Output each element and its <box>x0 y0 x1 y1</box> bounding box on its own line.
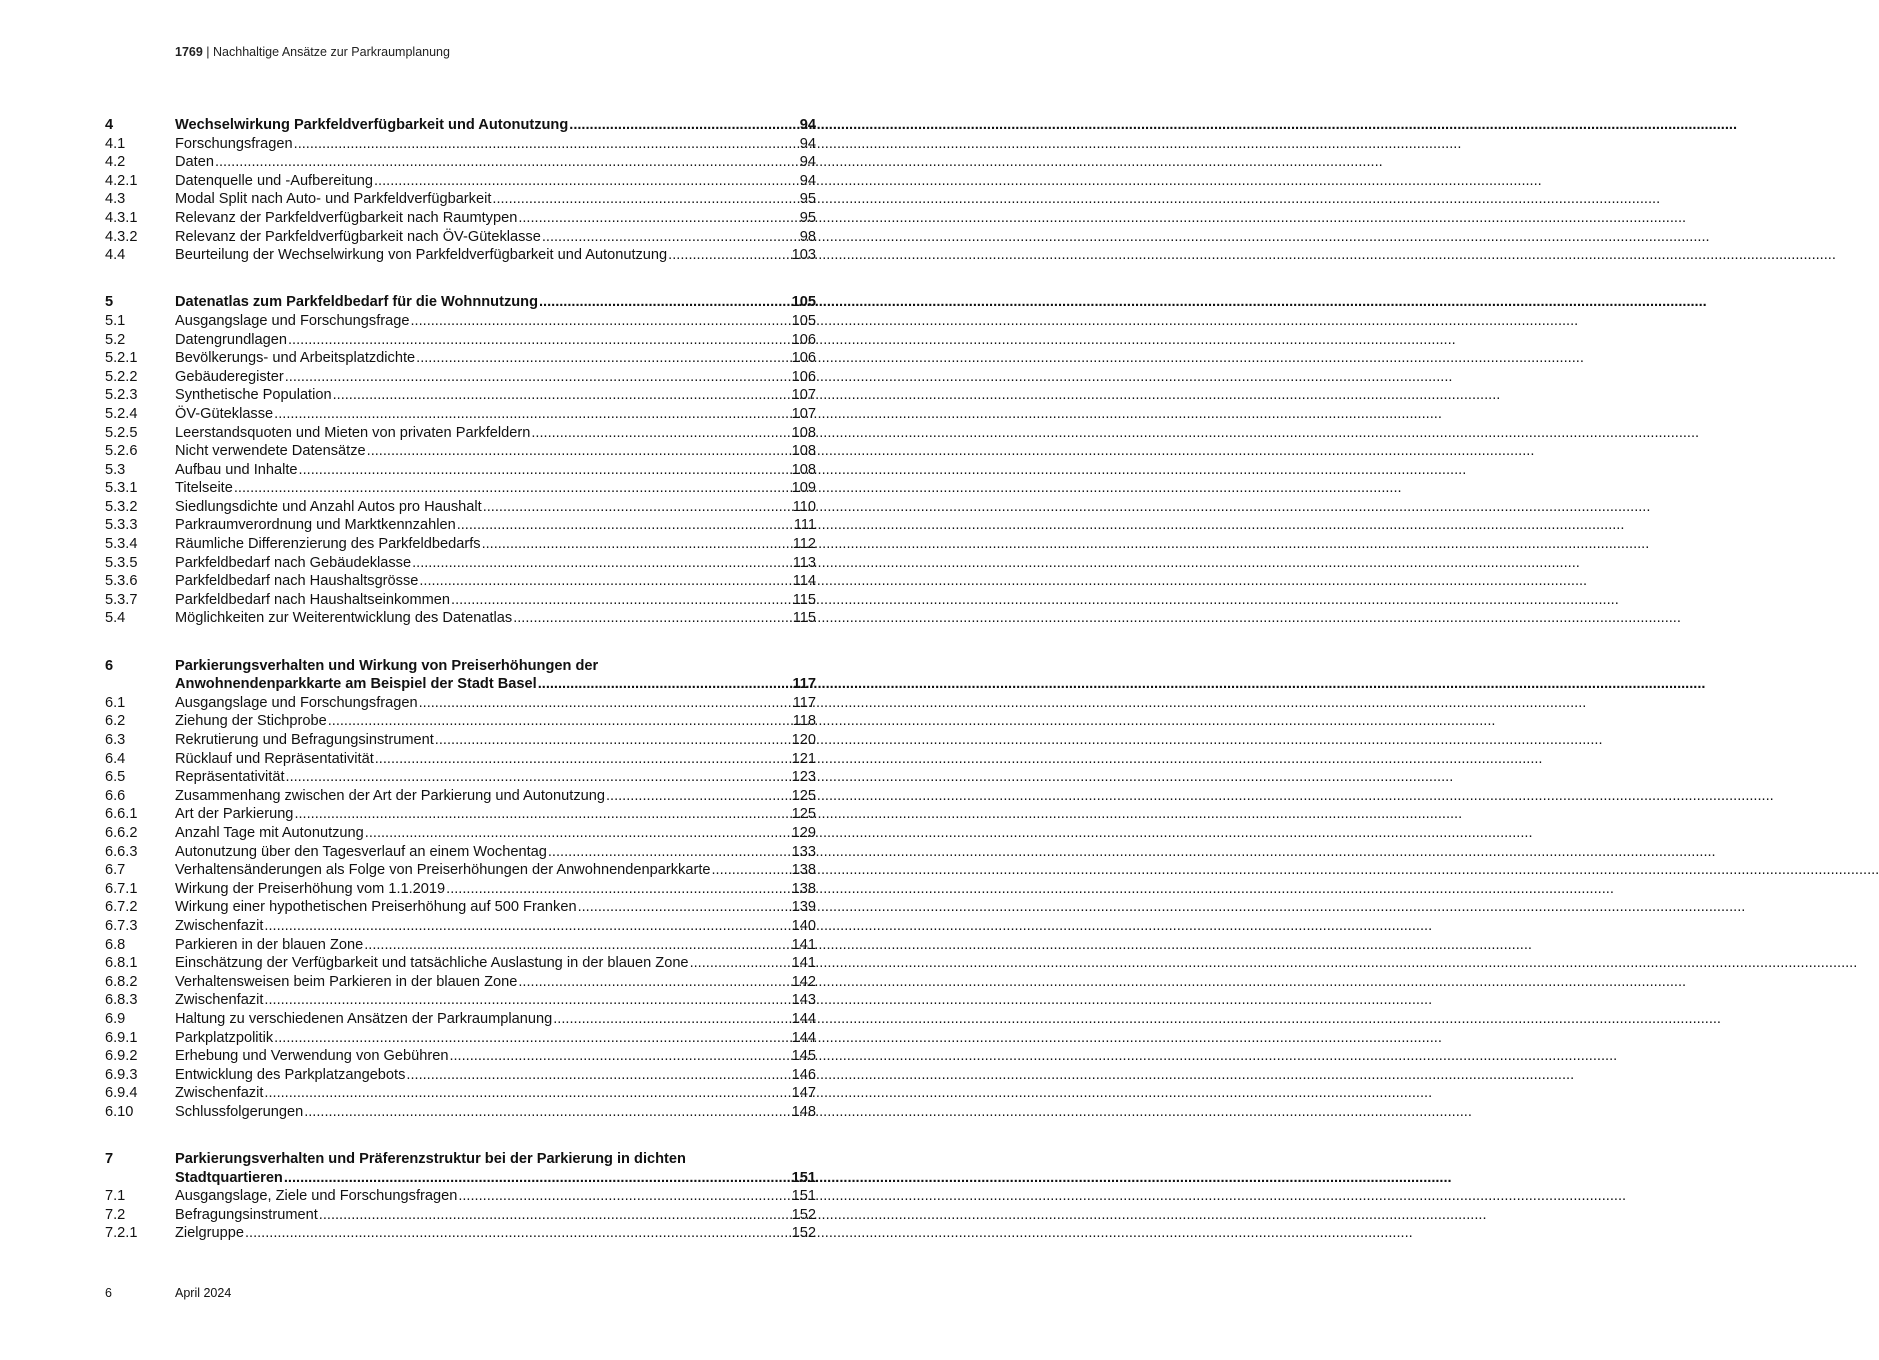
toc-entry-number: 5 <box>105 294 114 311</box>
toc-entry-title: Relevanz der Parkfeldverfügbarkeit nach ÖV-Güteklasse <box>175 228 541 245</box>
dot-leader <box>538 293 792 312</box>
toc-entry-title: Möglichkeiten zur Weiterentwicklung des Datenatlas <box>175 610 513 627</box>
toc-entry-title: Repräsentativität <box>175 769 285 786</box>
toc-entry-number: 5.2.1 <box>105 350 138 367</box>
toc-entry[interactable] <box>105 880 816 899</box>
toc-entry-page: 138 <box>791 880 816 897</box>
toc-entry-page: 107 <box>791 405 816 422</box>
dot-leader <box>263 991 791 1010</box>
toc-entry-number: 7.2.1 <box>105 1225 138 1242</box>
toc-entry-number: 6.6.2 <box>105 824 138 841</box>
dot-leader <box>298 461 792 480</box>
dot-leader <box>244 1224 792 1243</box>
dot-leader <box>577 898 792 917</box>
toc-entry-number: 5.2.4 <box>105 405 138 422</box>
toc-entry[interactable] <box>105 609 816 628</box>
toc-entry-number: 6.1 <box>105 694 126 711</box>
toc-entry-number: 6.3 <box>105 732 126 748</box>
toc-entry-page: 120 <box>791 732 816 748</box>
toc-entry[interactable] <box>105 461 816 480</box>
dot-leader <box>418 572 792 591</box>
toc-entry[interactable] <box>105 917 816 936</box>
toc-entry-title: Art der Parkierung <box>175 806 294 823</box>
toc-entry[interactable] <box>105 172 816 191</box>
toc-entry-page: 117 <box>792 676 816 693</box>
toc-entry-title: Autonutzung über den Tagesverlauf an einem Wochentag <box>175 843 547 860</box>
toc-entry-title: Zwischenfazit <box>175 992 264 1009</box>
toc-entry-number: 6.9.1 <box>105 1029 138 1046</box>
dot-leader <box>293 135 800 154</box>
toc-entry[interactable] <box>105 787 816 806</box>
toc-entry-page: 105 <box>791 294 816 311</box>
footer-date: April 2024 <box>175 1286 232 1300</box>
toc-entry[interactable] <box>105 1187 816 1206</box>
toc-entry-page: 106 <box>791 368 816 385</box>
toc-entry-title: Parkieren in der blauen Zone <box>175 936 364 953</box>
toc-entry[interactable] <box>105 424 816 443</box>
toc-entry-number: 6.9 <box>105 1010 126 1027</box>
toc-chapter-entry[interactable] <box>105 116 816 135</box>
dot-leader <box>517 973 791 992</box>
toc-entry-title: Einschätzung der Verfügbarkeit und tatsächliche Auslastung in der blauen Zone <box>175 955 689 972</box>
footer-page-number: 6 <box>105 1286 112 1300</box>
toc-entry-number: 6.6.1 <box>105 806 138 823</box>
toc-entry[interactable] <box>105 973 816 992</box>
toc-entry-number: 5.3.3 <box>105 517 138 534</box>
running-header <box>175 45 450 59</box>
toc-entry-page: 115 <box>792 591 816 608</box>
toc-entry-title: Schlussfolgerungen <box>175 1103 304 1120</box>
toc-entry-title: Beurteilung der Wechselwirkung von Parkfeldverfügbarkeit und Autonutzung <box>175 247 668 264</box>
dot-leader <box>456 516 794 535</box>
toc-entry-page: 147 <box>791 1085 816 1102</box>
toc-entry[interactable] <box>105 1103 816 1122</box>
toc-entry-page: 144 <box>791 1010 816 1027</box>
toc-entry-page: 148 <box>791 1103 816 1120</box>
toc-entry-title: Stadtquartieren <box>175 1169 283 1186</box>
table-of-contents <box>105 116 816 1243</box>
toc-entry-number: 4.2 <box>105 154 126 171</box>
toc-entry[interactable] <box>105 386 816 405</box>
toc-entry[interactable] <box>105 1084 816 1103</box>
toc-entry-title: Parkfeldbedarf nach Haushaltseinkommen <box>175 591 451 608</box>
report-title: Nachhaltige Ansätze zur Parkraumplanung <box>213 45 450 59</box>
toc-entry-number: 6.8.1 <box>105 955 138 972</box>
toc-entry-number: 6.9.2 <box>105 1048 138 1065</box>
dot-leader <box>434 731 792 750</box>
dot-leader <box>547 843 792 862</box>
toc-entry[interactable] <box>105 1047 816 1066</box>
toc-entry-page: 106 <box>791 350 816 367</box>
toc-entry-page: 105 <box>791 312 816 329</box>
toc-entry-page: 146 <box>791 1066 816 1083</box>
dot-leader <box>273 1029 791 1048</box>
toc-entry-page: 142 <box>791 973 816 990</box>
toc-entry-number: 6.2 <box>105 713 126 730</box>
dot-leader <box>482 498 793 517</box>
dot-leader <box>541 228 800 247</box>
toc-entry-title: Haltung zu verschiedenen Ansätzen der Parkraumplanung <box>175 1010 553 1027</box>
toc-entry-title: Ziehung der Stichprobe <box>175 713 327 730</box>
toc-entry[interactable] <box>105 442 816 461</box>
toc-entry-page: 141 <box>791 936 816 953</box>
toc-entry-page: 114 <box>792 573 816 590</box>
toc-entry-page: 141 <box>791 955 816 972</box>
toc-entry[interactable] <box>105 824 816 843</box>
toc-entry-title: Zwischenfazit <box>175 1085 264 1102</box>
toc-entry[interactable] <box>105 1029 816 1048</box>
toc-entry-page: 103 <box>791 247 816 264</box>
toc-entry-title: Verhaltensweisen beim Parkieren in der blauen Zone <box>175 973 518 990</box>
toc-entry-number: 6.5 <box>105 769 126 786</box>
toc-chapter-entry[interactable] <box>105 293 816 312</box>
toc-entry-page: 107 <box>791 387 816 404</box>
toc-entry-title: Wechselwirkung Parkfeldverfügbarkeit und Autonutzung <box>175 117 569 133</box>
toc-entry-number: 7 <box>105 1151 114 1168</box>
toc-entry-title: Rekrutierung und Befragungsinstrument <box>175 732 434 748</box>
dot-leader <box>373 172 800 191</box>
toc-entry-page: 112 <box>792 536 816 553</box>
toc-entry-number: 5.4 <box>105 610 126 627</box>
toc-entry[interactable] <box>105 991 816 1010</box>
toc-entry-title: Parkfeldbedarf nach Gebäudeklasse <box>175 554 412 571</box>
toc-entry-number: 5.3.6 <box>105 573 138 590</box>
toc-chapter-entry[interactable] <box>105 1150 816 1169</box>
toc-entry-number: 6 <box>105 657 114 674</box>
toc-entry-page: 117 <box>792 694 816 711</box>
toc-entry-title: Leerstandsquoten und Mieten von privaten Parkfeldern <box>175 424 531 441</box>
toc-entry-page: 144 <box>791 1029 816 1046</box>
toc-entry-page: 151 <box>791 1169 816 1186</box>
dot-leader <box>366 442 792 461</box>
toc-entry[interactable] <box>105 712 816 731</box>
toc-entry-number: 4 <box>105 117 114 133</box>
dot-leader <box>332 386 792 405</box>
toc-entry-title: Räumliche Differenzierung des Parkfeldbedarfs <box>175 536 481 553</box>
toc-entry-title: Datenatlas zum Parkfeldbedarf für die Wohnnutzung <box>175 294 538 311</box>
dot-leader <box>364 824 792 843</box>
toc-entry-title: Parkraumverordnung und Marktkennzahlen <box>175 517 456 534</box>
dot-leader <box>411 554 793 573</box>
dot-leader <box>530 424 791 443</box>
toc-entry-page: 125 <box>791 787 816 804</box>
toc-entry-title: Ausgangslage, Ziele und Forschungsfragen <box>175 1188 458 1205</box>
dot-leader <box>263 917 791 936</box>
toc-entry[interactable] <box>105 1206 816 1225</box>
toc-entry-page: 152 <box>791 1225 816 1242</box>
dot-leader <box>711 861 792 880</box>
dot-leader <box>284 368 792 387</box>
toc-entry[interactable] <box>105 1224 816 1243</box>
toc-entry-number: 5.2 <box>105 331 126 348</box>
dot-leader <box>303 1103 791 1122</box>
toc-entry-number: 6.6.3 <box>105 843 138 860</box>
dot-leader <box>667 246 791 265</box>
toc-chapter-entry[interactable] <box>105 675 816 694</box>
toc-entry-title: Forschungsfragen <box>175 135 293 152</box>
toc-entry-title: Zielgruppe <box>175 1225 244 1242</box>
toc-entry-title: Nicht verwendete Datensätze <box>175 443 366 460</box>
toc-entry[interactable] <box>105 954 816 973</box>
toc-entry[interactable] <box>105 349 816 368</box>
toc-entry-number: 5.1 <box>105 312 126 329</box>
toc-entry-number: 4.4 <box>105 247 126 264</box>
toc-entry-title: Ausgangslage und Forschungsfrage <box>175 312 410 329</box>
toc-entry-number: 4.2.1 <box>105 172 138 189</box>
toc-entry-page: 138 <box>791 862 816 879</box>
toc-entry-number: 6.9.3 <box>105 1066 138 1083</box>
toc-entry-number: 5.2.5 <box>105 424 138 441</box>
toc-entry-title: Wirkung einer hypothetischen Preiserhöhung auf 500 Franken <box>175 899 577 916</box>
toc-entry-page: 95 <box>799 209 816 226</box>
toc-entry-number: 5.3.4 <box>105 536 138 553</box>
dot-leader <box>285 768 792 787</box>
dot-leader <box>409 312 791 331</box>
toc-entry[interactable] <box>105 554 816 573</box>
dot-leader <box>405 1066 791 1085</box>
toc-entry-number: 6.10 <box>105 1103 134 1120</box>
toc-entry-page: 113 <box>792 554 816 571</box>
toc-entry[interactable] <box>105 898 816 917</box>
toc-entry-page: 125 <box>791 806 816 823</box>
toc-entry-page: 108 <box>791 424 816 441</box>
toc-entry-number: 6.7.3 <box>105 917 138 934</box>
toc-entry[interactable] <box>105 591 816 610</box>
toc-entry[interactable] <box>105 516 816 535</box>
toc-entry[interactable] <box>105 246 816 265</box>
dot-leader <box>552 1010 791 1029</box>
toc-entry-page: 115 <box>792 610 816 627</box>
dot-leader <box>537 675 793 694</box>
dot-leader <box>605 787 792 806</box>
dot-leader <box>517 209 799 228</box>
toc-entry-page: 151 <box>791 1188 816 1205</box>
toc-entry-number: 5.3.5 <box>105 554 138 571</box>
dot-leader <box>418 694 793 713</box>
toc-entry-page: 94 <box>799 172 816 189</box>
report-number: 1769 <box>175 45 203 59</box>
toc-entry-page: 111 <box>793 517 816 534</box>
toc-entry[interactable] <box>105 1066 816 1085</box>
toc-entry-number: 6.9.4 <box>105 1085 138 1102</box>
toc-entry[interactable] <box>105 135 816 154</box>
dot-leader <box>445 880 792 899</box>
dot-leader <box>491 190 799 209</box>
toc-entry[interactable] <box>105 405 816 424</box>
toc-entry-page: 133 <box>791 843 816 860</box>
toc-entry-number: 6.8 <box>105 936 126 953</box>
toc-entry-page: 98 <box>799 228 816 245</box>
toc-entry-title: Zusammenhang zwischen der Art der Parkierung und Autonutzung <box>175 787 605 804</box>
toc-entry-title: Anwohnendenparkkarte am Beispiel der Stadt Basel <box>175 676 537 693</box>
toc-entry-number: 5.2.6 <box>105 443 138 460</box>
toc-entry[interactable] <box>105 228 816 247</box>
toc-entry-number: 6.8.2 <box>105 973 138 990</box>
toc-entry[interactable] <box>105 535 816 554</box>
toc-entry[interactable] <box>105 190 816 209</box>
toc-entry-page: 140 <box>791 917 816 934</box>
toc-entry-page: 143 <box>791 992 816 1009</box>
toc-entry-title: Ausgangslage und Forschungsfragen <box>175 694 418 711</box>
dot-leader <box>415 349 792 368</box>
toc-entry-title: Siedlungsdichte und Anzahl Autos pro Haushalt <box>175 498 482 515</box>
toc-entry-title: Bevölkerungs- und Arbeitsplatzdichte <box>175 350 416 367</box>
toc-entry-number: 4.3 <box>105 191 126 208</box>
toc-entry-page: 139 <box>791 899 816 916</box>
toc-entry-title: Datenquelle und -Aufbereitung <box>175 172 373 189</box>
dot-leader <box>374 750 792 769</box>
dot-leader <box>287 331 792 350</box>
toc-entry-title: Anzahl Tage mit Autonutzung <box>175 824 364 841</box>
toc-entry-number: 6.7.2 <box>105 899 138 916</box>
toc-entry[interactable] <box>105 694 816 713</box>
toc-entry-page: 123 <box>791 769 816 786</box>
toc-entry-title: Entwicklung des Parkplatzangebots <box>175 1066 406 1083</box>
toc-entry-page: 94 <box>799 154 816 171</box>
toc-entry-number: 6.4 <box>105 750 126 767</box>
toc-entry-page: 106 <box>791 331 816 348</box>
dot-leader <box>448 1047 791 1066</box>
toc-entry-number: 4.3.2 <box>105 228 138 245</box>
toc-entry-title: Parkfeldbedarf nach Haushaltsgrösse <box>175 573 419 590</box>
toc-entry-title: Erhebung und Verwendung von Gebühren <box>175 1048 449 1065</box>
toc-entry-page: 110 <box>792 498 816 515</box>
toc-entry[interactable] <box>105 843 816 862</box>
toc-entry[interactable] <box>105 1010 816 1029</box>
toc-entry[interactable] <box>105 731 816 750</box>
toc-entry-title: Verhaltensänderungen als Folge von Preiserhöhungen der Anwohnendenparkkarte <box>175 862 711 879</box>
toc-entry[interactable] <box>105 861 816 880</box>
dot-leader <box>283 1169 792 1188</box>
toc-entry-number: 5.3 <box>105 461 126 478</box>
toc-chapter-entry[interactable] <box>105 1169 816 1188</box>
toc-entry-page: 95 <box>799 191 816 208</box>
toc-entry-title: ÖV-Güteklasse <box>175 405 274 422</box>
toc-entry[interactable] <box>105 153 816 172</box>
toc-entry-title: Parkierungsverhalten und Wirkung von Preiserhöhungen der <box>175 657 599 674</box>
toc-entry-title: Rücklauf und Repräsentativität <box>175 750 374 767</box>
dot-leader <box>327 712 793 731</box>
dot-leader <box>689 954 792 973</box>
toc-entry-number: 7.2 <box>105 1206 126 1223</box>
toc-entry[interactable] <box>105 572 816 591</box>
toc-entry-page: 129 <box>791 824 816 841</box>
dot-leader <box>481 535 793 554</box>
toc-entry-number: 6.7.1 <box>105 880 138 897</box>
toc-entry-page: 94 <box>799 135 816 152</box>
toc-entry[interactable] <box>105 936 816 955</box>
header-separator: | <box>202 45 214 59</box>
dot-leader <box>233 479 792 498</box>
dot-leader <box>568 116 800 135</box>
dot-leader <box>318 1206 792 1225</box>
toc-entry-number: 6.8.3 <box>105 992 138 1009</box>
dot-leader <box>293 805 791 824</box>
toc-entry-title: Parkplatzpolitik <box>175 1029 274 1046</box>
toc-entry[interactable] <box>105 331 816 350</box>
toc-entry[interactable] <box>105 312 816 331</box>
toc-entry[interactable] <box>105 209 816 228</box>
toc-entry-title: Aufbau und Inhalte <box>175 461 298 478</box>
toc-entry-title: Synthetische Population <box>175 387 332 404</box>
toc-entry-page: 108 <box>791 443 816 460</box>
toc-entry-number: 4.3.1 <box>105 209 138 226</box>
toc-entry-title: Wirkung der Preiserhöhung vom 1.1.2019 <box>175 880 446 897</box>
dot-leader <box>457 1187 791 1206</box>
toc-entry-number: 6.7 <box>105 862 126 879</box>
toc-entry-page: 152 <box>791 1206 816 1223</box>
dot-leader <box>450 591 793 610</box>
toc-entry-title: Parkierungsverhalten und Präferenzstruktur bei der Parkierung in dichten <box>175 1151 686 1168</box>
toc-entry-page: 109 <box>791 480 816 497</box>
toc-entry-number: 5.3.1 <box>105 480 138 497</box>
toc-entry-title: Befragungsinstrument <box>175 1206 318 1223</box>
toc-entry-page: 108 <box>791 461 816 478</box>
toc-entry[interactable] <box>105 805 816 824</box>
toc-entry-title: Gebäuderegister <box>175 368 284 385</box>
dot-leader <box>512 609 793 628</box>
dot-leader <box>273 405 791 424</box>
toc-entry-title: Zwischenfazit <box>175 917 264 934</box>
toc-entry-title: Datengrundlagen <box>175 331 287 348</box>
toc-entry-title: Relevanz der Parkfeldverfügbarkeit nach Raumtypen <box>175 209 518 226</box>
toc-entry-page: 94 <box>799 117 816 133</box>
toc-entry[interactable] <box>105 368 816 387</box>
toc-entry-title: Titelseite <box>175 480 233 497</box>
toc-entry-number: 5.2.3 <box>105 387 138 404</box>
dot-leader <box>263 1084 791 1103</box>
toc-chapter-entry[interactable] <box>105 657 816 676</box>
dot-leader <box>363 936 791 955</box>
dot-leader <box>214 153 800 172</box>
toc-entry-title: Modal Split nach Auto- und Parkfeldverfügbarkeit <box>175 191 492 208</box>
toc-entry-page: 118 <box>792 713 816 730</box>
toc-entry-page: 121 <box>791 750 816 767</box>
toc-entry-page: 145 <box>791 1048 816 1065</box>
toc-entry[interactable] <box>105 498 816 517</box>
toc-entry-number: 7.1 <box>105 1188 126 1205</box>
toc-entry-number: 5.2.2 <box>105 368 138 385</box>
toc-entry-number: 6.6 <box>105 787 126 804</box>
toc-entry-title: Daten <box>175 154 214 171</box>
toc-entry[interactable] <box>105 750 816 769</box>
toc-entry-number: 5.3.7 <box>105 591 138 608</box>
toc-entry-number: 4.1 <box>105 135 126 152</box>
toc-entry[interactable] <box>105 768 816 787</box>
toc-entry-number: 5.3.2 <box>105 498 138 515</box>
toc-entry[interactable] <box>105 479 816 498</box>
